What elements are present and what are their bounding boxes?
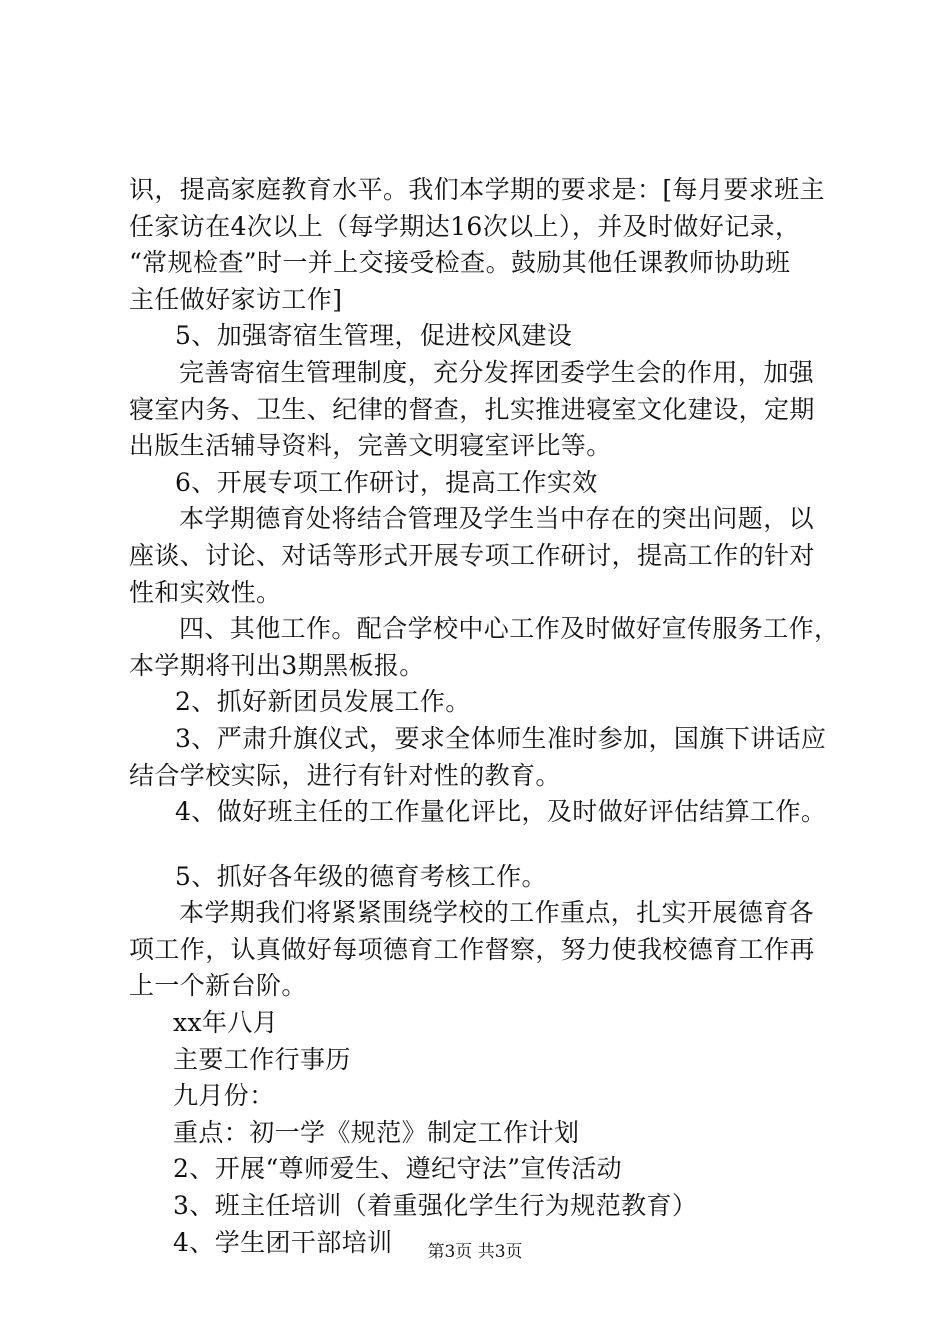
- text-line: “常规检查”时一并上交接受检查。鼓励其他任课教师协助班: [129, 248, 791, 278]
- list-item: 3、班主任培训（着重强化学生行为规范教育）: [173, 1191, 698, 1221]
- list-item: 4、学生团干部培训: [173, 1227, 393, 1257]
- text-line: 出版生活辅导资料，完善文明寝室评比等。: [129, 431, 612, 461]
- schedule-title: 主要工作行事历: [173, 1044, 351, 1074]
- text-line: 本学期德育处将结合管理及学生当中存在的突出问题，以: [179, 504, 815, 534]
- blank-line: [129, 831, 839, 859]
- list-item: 2、抓好新团员发展工作。: [175, 687, 471, 717]
- list-item: 重点：初一学《规范》制定工作计划: [173, 1117, 580, 1147]
- list-item: 4、做好班主任的工作量化评比，及时做好评估结算工作。: [175, 797, 827, 827]
- document-body: [129, 172, 839, 1261]
- text-line: 寝室内务、卫生、纪律的督查，扎实推进寝室文化建设，定期: [129, 394, 815, 424]
- text-line: 识，提高家庭教育水平。我们本学期的要求是：[每月要求班主: [129, 175, 825, 204]
- text-line: 上一个新台阶。: [129, 971, 307, 1001]
- page-number-footer: 第3页 共3页: [427, 1242, 523, 1262]
- text-line: 性和实效性。: [129, 577, 282, 607]
- text-line: 本学期我们将紧紧围绕学校的工作重点，扎实开展德育各: [179, 898, 815, 928]
- text-line: 任家访在4次以上（每学期达16次以上），并及时做好记录，: [129, 211, 801, 241]
- section-heading: 5、加强寄宿生管理，促进校风建设: [175, 321, 573, 351]
- list-item: 5、抓好各年级的德育考核工作。: [175, 861, 547, 891]
- section-heading: 6、开展专项工作研讨，提高工作实效: [175, 467, 598, 497]
- date-line: xx年八月: [173, 1008, 279, 1038]
- text-line: 完善寄宿生管理制度，充分发挥团委学生会的作用，加强: [179, 357, 815, 387]
- month-label: 九月份：: [173, 1081, 275, 1111]
- text-line: 结合学校实际，进行有针对性的教育。: [129, 760, 561, 790]
- text-line: 座谈、讨论、对话等形式开展专项工作研讨，提高工作的针对: [129, 540, 815, 570]
- section-heading: 四、其他工作。配合学校中心工作及时做好宣传服务工作，: [179, 614, 840, 644]
- list-item: 3、严肃升旗仪式，要求全体师生准时参加，国旗下讲话应: [175, 723, 827, 753]
- text-line: 主任做好家访工作]: [129, 284, 343, 314]
- list-item: 2、开展“尊师爱生、遵纪守法”宣传活动: [173, 1154, 623, 1184]
- text-line: 本学期将刊出3期黑板报。: [129, 650, 425, 680]
- text-line: 项工作，认真做好每项德育工作督察，努力使我校德育工作再: [129, 934, 815, 964]
